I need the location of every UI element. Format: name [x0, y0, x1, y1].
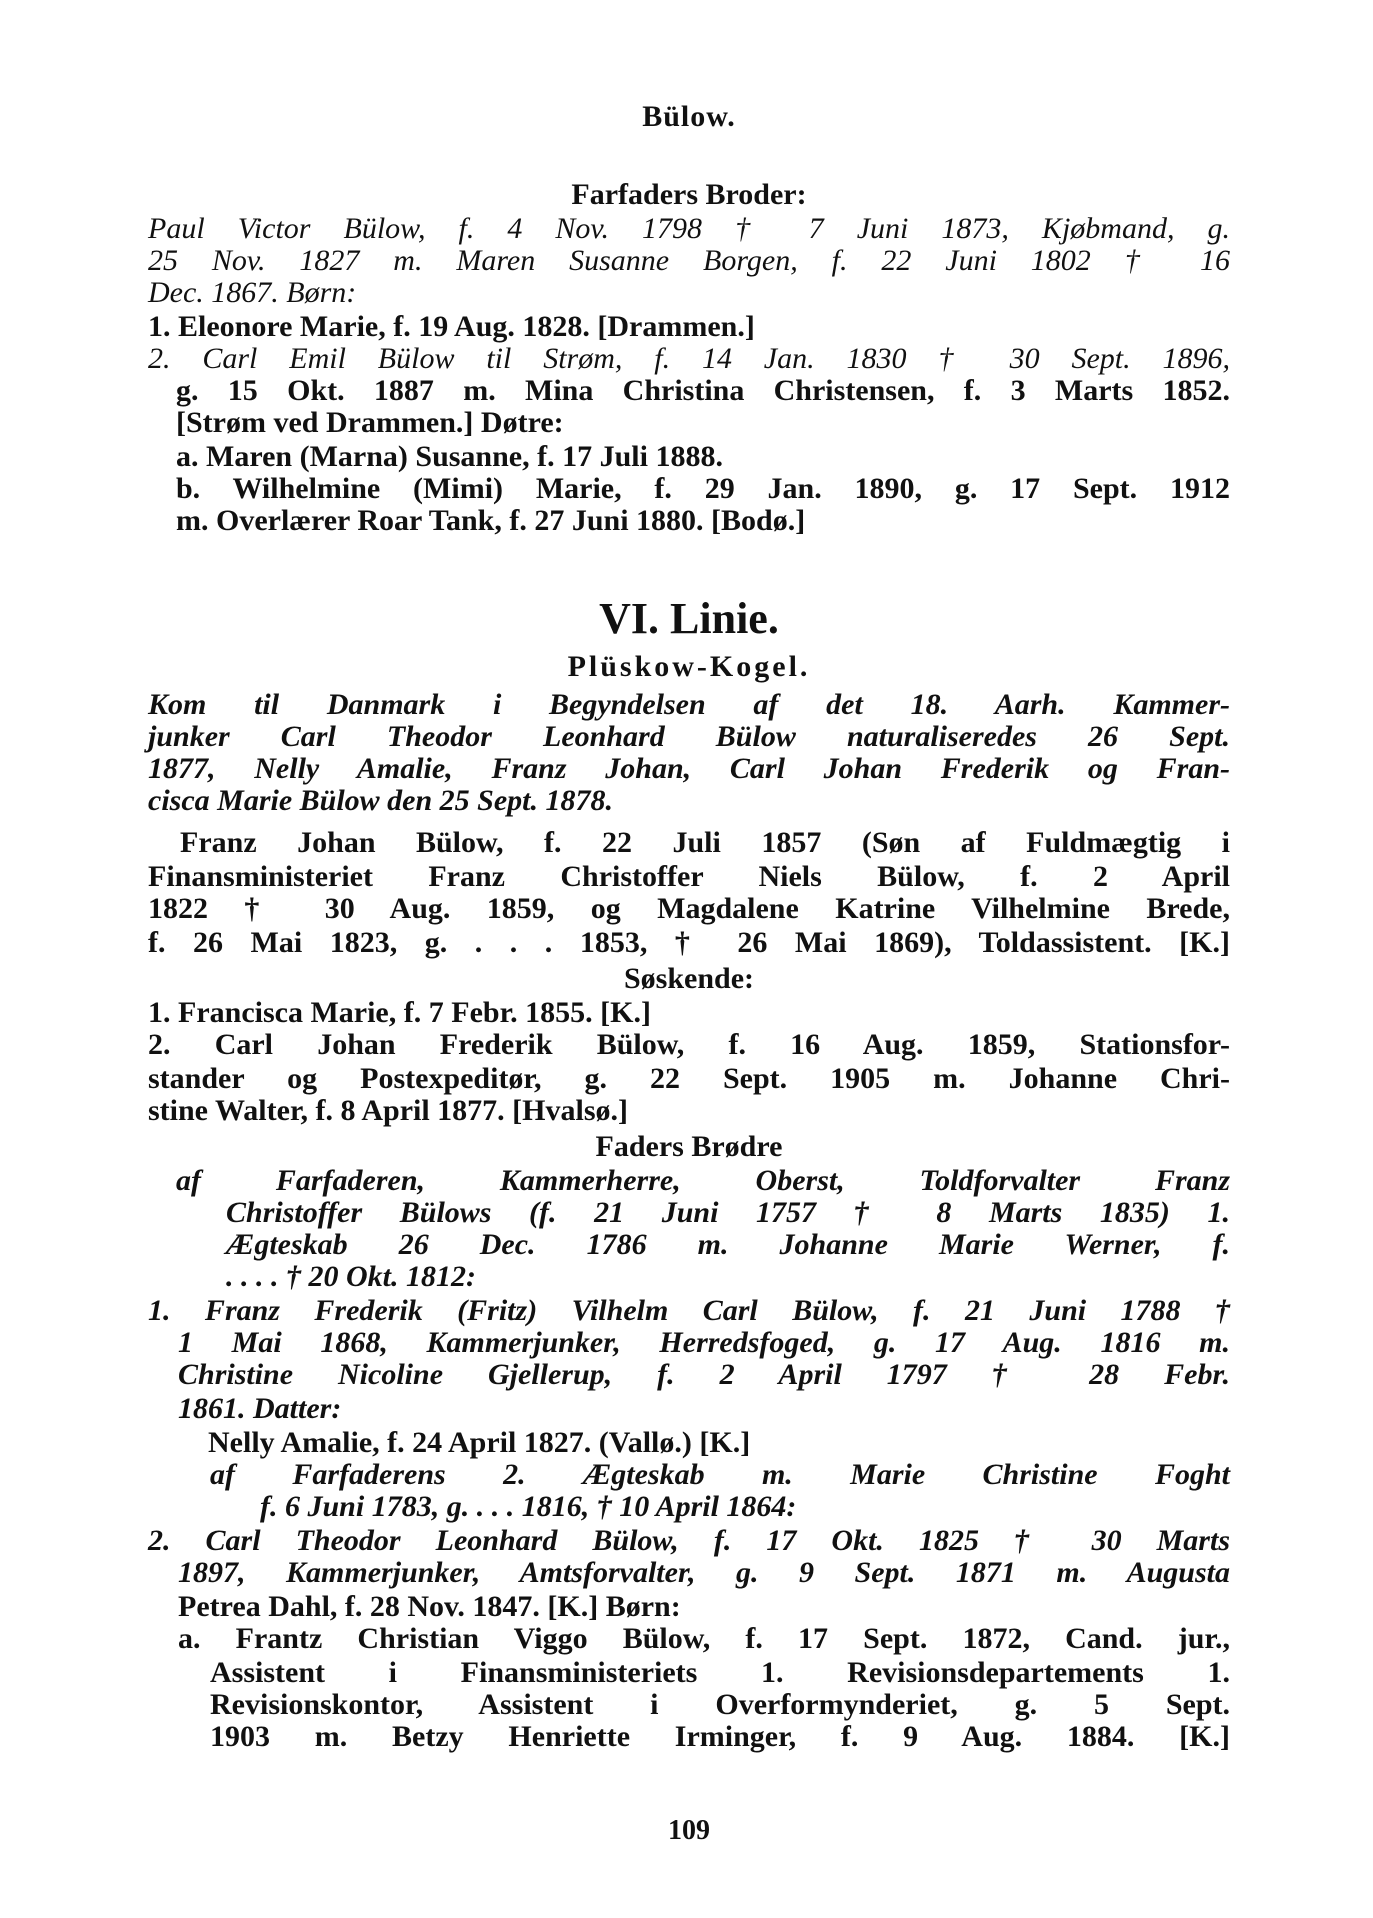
s1-line: [Strøm ved Drammen.] Døtre: — [176, 406, 564, 439]
intro-line: Kom til Danmark i Begyndelsen af det 18. Aarh. Kammer- — [148, 688, 1230, 721]
intro-line: cisca Marie Bülow den 25 Sept. 1878. — [148, 784, 614, 817]
second-marriage-line: af Farfaderens 2. Ægteskab m. Marie Christine Foght — [210, 1458, 1230, 1491]
uncle2-line: Revisionskontor, Assistent i Overformynderiet, g. 5 Sept. — [210, 1688, 1230, 1721]
uncles-intro-line: . . . . † 20 Okt. 1812: — [226, 1260, 476, 1293]
s1-line: g. 15 Okt. 1887 m. Mina Christina Christensen, f. 3 Marts 1852. — [176, 374, 1230, 407]
s1-line: a. Maren (Marna) Susanne, f. 17 Juli 1888. — [176, 440, 723, 473]
uncle2-line: Petrea Dahl, f. 28 Nov. 1847. [K.] Børn: — [178, 1590, 681, 1623]
page-number: 109 — [668, 1815, 710, 1846]
uncles-heading: Faders Brødre — [595, 1130, 783, 1163]
sibling-line: 1. Francisca Marie, f. 7 Febr. 1855. [K.] — [148, 996, 651, 1029]
section2-subtitle: Plüskow-Kogel. — [567, 650, 811, 683]
uncles-intro-line: Ægteskab 26 Dec. 1786 m. Johanne Marie Werner, f. — [226, 1228, 1230, 1261]
uncle1-line: 1 Mai 1868, Kammerjunker, Herredsfoged, g. 17 Aug. 1816 m. — [178, 1326, 1230, 1359]
uncles-intro-line: Christoffer Bülows (f. 21 Juni 1757 † 8 Marts 1835) 1. — [226, 1196, 1230, 1229]
main-line: f. 26 Mai 1823, g. . . . 1853, † 26 Mai 1869), Toldassistent. [K.] — [148, 926, 1230, 959]
siblings-heading: Søskende: — [623, 962, 755, 995]
main-line: Franz Johan Bülow, f. 22 Juli 1857 (Søn af Fuldmægtig i — [180, 826, 1230, 859]
uncles-intro-line: af Farfaderen, Kammerherre, Oberst, Toldforvalter Franz — [176, 1164, 1230, 1197]
s1-line: b. Wilhelmine (Mimi) Marie, f. 29 Jan. 1890, g. 17 Sept. 1912 — [176, 472, 1230, 505]
uncle2-line: 1903 m. Betzy Henriette Irminger, f. 9 Aug. 1884. [K.] — [210, 1720, 1230, 1753]
section1-heading: Farfaders Broder: — [571, 178, 807, 211]
uncle2-line: a. Frantz Christian Viggo Bülow, f. 17 Sept. 1872, Cand. jur., — [178, 1622, 1230, 1655]
intro-line: 1877, Nelly Amalie, Franz Johan, Carl Johan Frederik og Fran- — [148, 752, 1230, 785]
s1-line: Dec. 1867. Børn: — [148, 276, 357, 309]
s1-line: 1. Eleonore Marie, f. 19 Aug. 1828. [Drammen.] — [148, 310, 755, 343]
section2-title: VI. Linie. — [599, 594, 779, 643]
uncle2-line: Assistent i Finansministeriets 1. Revisionsdepartements 1. — [210, 1656, 1230, 1689]
second-marriage-line: f. 6 Juni 1783, g. . . . 1816, † 10 April 1864: — [260, 1490, 797, 1523]
sibling-line: stine Walter, f. 8 April 1877. [Hvalsø.] — [148, 1094, 628, 1127]
uncle2-line: 2. Carl Theodor Leonhard Bülow, f. 17 Okt. 1825 † 30 Marts — [148, 1524, 1230, 1557]
s1-line: 2. Carl Emil Bülow til Strøm, f. 14 Jan. 1830 † 30 Sept. 1896, — [148, 342, 1230, 375]
page-title: Bülow. — [642, 100, 736, 133]
s1-line: Paul Victor Bülow, f. 4 Nov. 1798 † 7 Juni 1873, Kjøbmand, g. — [148, 212, 1230, 245]
sibling-line: 2. Carl Johan Frederik Bülow, f. 16 Aug. 1859, Stationsfor- — [148, 1028, 1230, 1061]
uncle2-line: 1897, Kammerjunker, Amtsforvalter, g. 9 Sept. 1871 m. Augusta — [178, 1556, 1230, 1589]
main-line: 1822 † 30 Aug. 1859, og Magdalene Katrine Vilhelmine Brede, — [148, 892, 1230, 925]
intro-line: junker Carl Theodor Leonhard Bülow naturaliseredes 26 Sept. — [148, 720, 1230, 753]
daughter-line: Nelly Amalie, f. 24 April 1827. (Vallø.) [K.] — [208, 1426, 751, 1459]
uncle1-line: 1861. Datter: — [178, 1392, 342, 1425]
main-line: Finansministeriet Franz Christoffer Niels Bülow, f. 2 April — [148, 860, 1230, 893]
s1-line: m. Overlærer Roar Tank, f. 27 Juni 1880. [Bodø.] — [176, 504, 806, 537]
uncle1-line: 1. Franz Frederik (Fritz) Vilhelm Carl Bülow, f. 21 Juni 1788 † — [148, 1294, 1230, 1327]
s1-line: 25 Nov. 1827 m. Maren Susanne Borgen, f. 22 Juni 1802 † 16 — [148, 244, 1230, 277]
sibling-line: stander og Postexpeditør, g. 22 Sept. 1905 m. Johanne Chri- — [148, 1062, 1230, 1095]
uncle1-line: Christine Nicoline Gjellerup, f. 2 April 1797 † 28 Febr. — [178, 1358, 1230, 1391]
